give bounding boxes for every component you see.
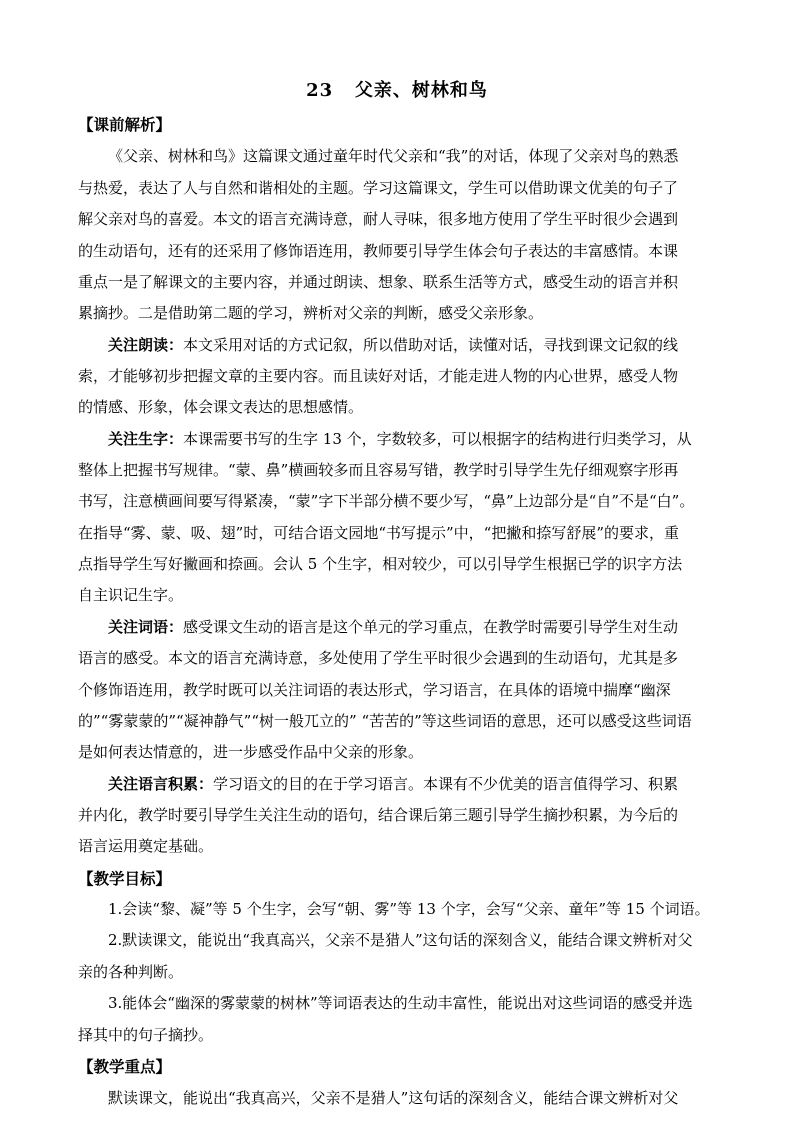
paragraph-line: 并内化，教学时要引导学生关注生动的语句，结合课后第三题引导学生摘抄积累，为今后的 xyxy=(78,806,679,824)
paragraph-line xyxy=(108,773,718,794)
document-title: 23 父亲、树林和鸟 xyxy=(306,80,488,101)
paragraph-text: 本文采用对话的方式记叙，所以借助对话，读懂对话，寻找到课文记叙的线 xyxy=(183,336,679,354)
paragraph-line: 重点一是了解课文的主要内容，并通过朗读、想象、联系生活等方式，感受生动的语言并积 xyxy=(78,273,679,291)
paragraph-line: 自主识记生字。 xyxy=(78,586,184,604)
section-heading-jxzd: 【教学重点】 xyxy=(78,1057,172,1076)
label-shengzi: 关注生字： xyxy=(108,430,184,448)
paragraph-line: 默读课文，能说出“我真高兴，父亲不是猎人”这句话的深刻含义，能结合课文辨析对父 xyxy=(108,1089,679,1107)
paragraph-line xyxy=(108,616,718,637)
paragraph-line: 在指导“雾、蒙、吸、翅”时，可结合语文园地“书写提示”中，“把撇和捺写舒展”的要求，重 xyxy=(78,524,680,542)
paragraph-line: 个修饰语连用，教学时既可以关注词语的表达形式，学习语言，在具体的语境中揣摩“幽深 xyxy=(78,681,671,699)
paragraph-text: 本课需要书写的生字 13 个，字数较多，可以根据字的结构进行归类学习，从 xyxy=(183,430,692,448)
paragraph-line: 书写，注意横画间要写得紧凑，“蒙”字下半部分横不要少写，“鼻”上边部分是“自”不是“白”。 xyxy=(78,492,695,510)
paragraph-text: 学习语文的目的在于学习语言。本课有不少优美的语言值得学习、积累 xyxy=(213,775,679,793)
paragraph-line: 与热爱，表达了人与自然和谐相处的主题。学习这篇课文，学生可以借助课文优美的句子了 xyxy=(78,179,679,197)
paragraph-line: 解父亲对鸟的喜爱。本文的语言充满诗意，耐人寻味，很多地方使用了学生平时很少会遇到 xyxy=(78,210,679,228)
paragraph-line xyxy=(108,334,718,355)
paragraph-line: 语言的感受。本文的语言充满诗意，多处使用了学生平时很少会遇到的生动语句，尤其是多 xyxy=(78,649,679,667)
label-jilei: 关注语言积累： xyxy=(108,775,214,793)
paragraph-line: 的情感、形象，体会课文表达的思想感情。 xyxy=(78,398,364,416)
paragraph-line: 是如何表达情意的，进一步感受作品中父亲的形象。 xyxy=(78,743,424,761)
section-heading-jxmb: 【教学目标】 xyxy=(78,869,172,888)
goal-line: 1.会读“黎、凝”等 5 个生字，会写“朝、雾”等 13 个字，会写“父亲、童年”等 15 个词语。 xyxy=(108,900,710,918)
goal-line: 3.能体会“幽深的雾蒙蒙的树林”等词语表达的生动丰富性，能说出对这些词语的感受并选 xyxy=(108,994,693,1012)
paragraph-line: 《父亲、树林和鸟》这篇课文通过童年时代父亲和“我”的对话，体现了父亲对鸟的熟悉 xyxy=(108,147,679,165)
goal-line: 亲的各种判断。 xyxy=(78,963,184,981)
paragraph-line: 的生动语句，还有的还采用了修饰语连用，教师要引导学生体会句子表达的丰富感情。本课 xyxy=(78,242,679,260)
paragraph-line: 索，才能够初步把握文章的主要内容。而且读好对话，才能走进人物的内心世界，感受人物 xyxy=(78,367,679,385)
goal-line: 2.默读课文，能说出“我真高兴，父亲不是猎人”这句话的深刻含义，能结合课文辨析对父 xyxy=(108,931,693,949)
paragraph-line xyxy=(108,428,718,449)
label-langdu: 关注朗读： xyxy=(108,336,184,354)
paragraph-line: 的”“雾蒙蒙的”“凝神静气”“树一般兀立的” “苦苦的”等这些词语的意思，还可以感受这些词语 xyxy=(78,712,692,730)
paragraph-line: 点指导学生写好撇画和捺画。会认 5 个生字，相对较少，可以引导学生根据已学的识字方法 xyxy=(78,555,683,573)
paragraph-line: 整体上把握书写规律。“蒙、鼻”横画较多而且容易写错，教学时引导学生先仔细观察字形再 xyxy=(78,461,679,479)
paragraph-line: 语言运用奠定基础。 xyxy=(78,837,214,855)
paragraph-text: 感受课文生动的语言是这个单元的学习重点，在教学时需要引导学生对生动 xyxy=(183,618,679,636)
paragraph-line: 累摘抄。二是借助第二题的学习，辨析对父亲的判断，感受父亲形象。 xyxy=(78,304,544,322)
goal-line: 择其中的句子摘抄。 xyxy=(78,1026,214,1044)
section-heading-kqjx: 【课前解析】 xyxy=(78,115,172,134)
label-ciyu: 关注词语： xyxy=(108,618,184,636)
